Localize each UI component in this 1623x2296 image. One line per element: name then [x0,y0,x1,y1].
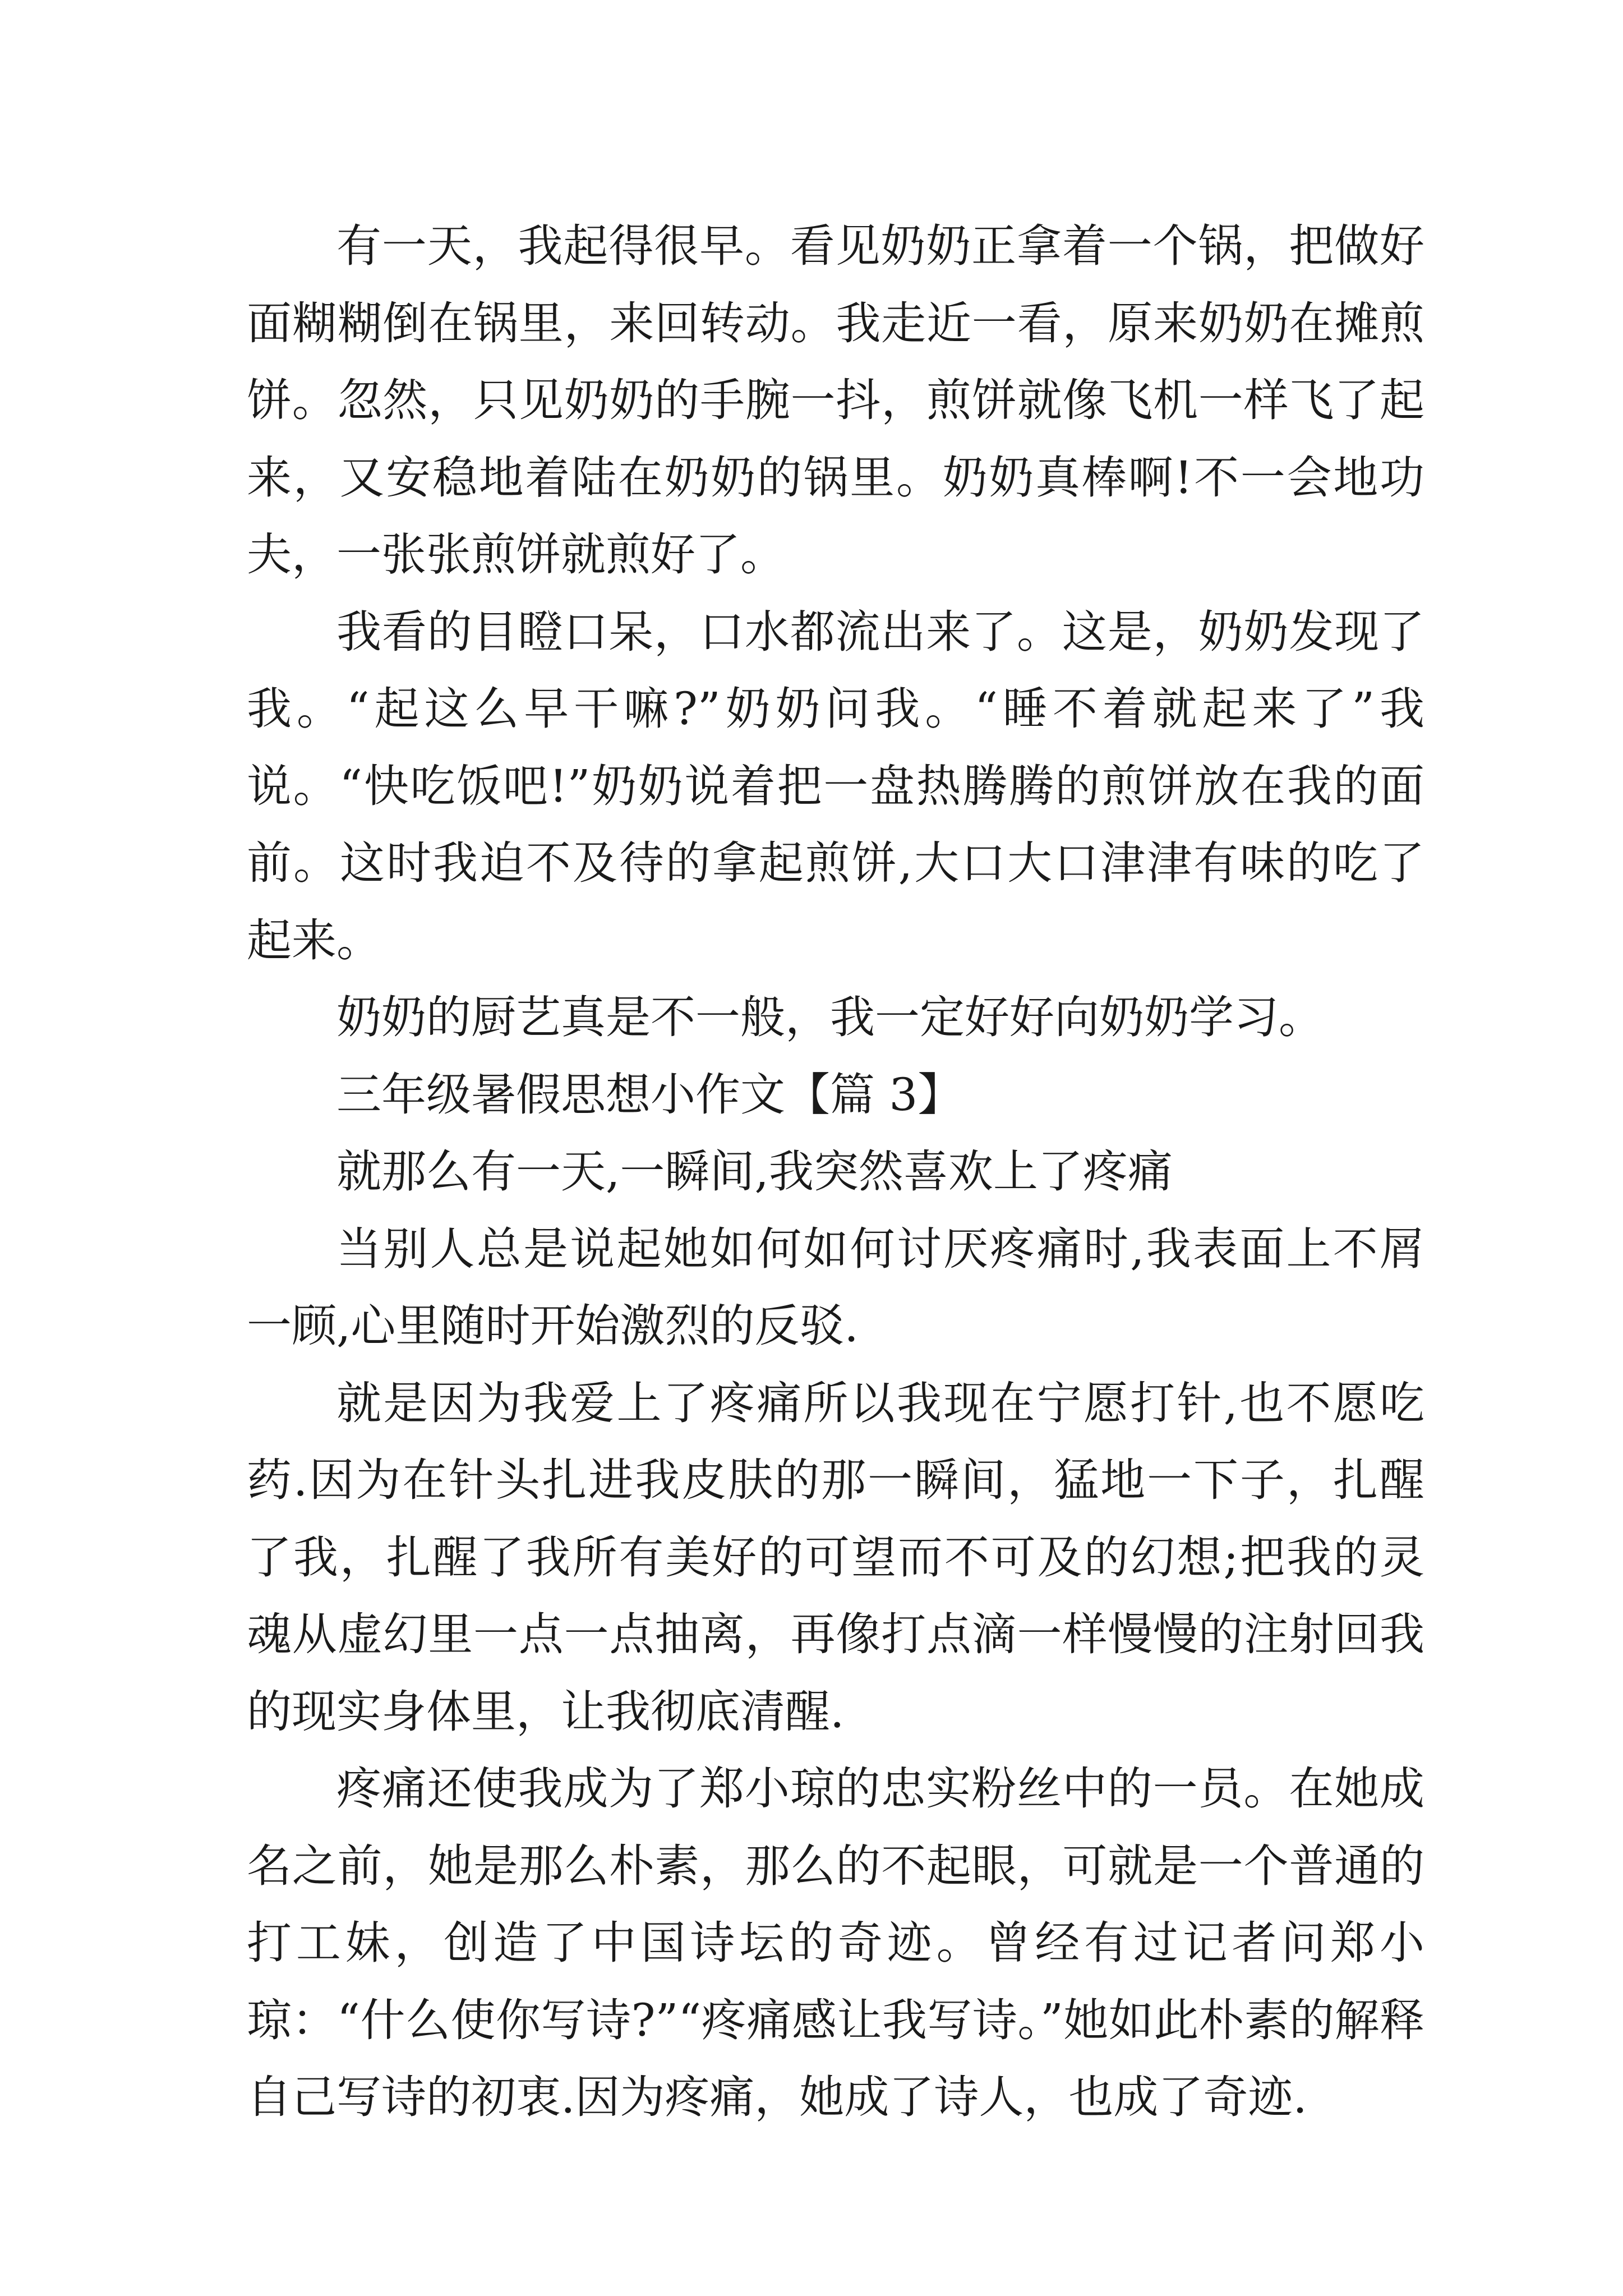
paragraph-pancake-story: 有一天，我起得很早。看见奶奶正拿着一个锅，把做好面糊糊倒在锅里，来回转动。我走近一看，原来奶奶在摊煎饼。忽然，只见奶奶的手腕一抖，煎饼就像飞机一样飞了起来，又安稳地着陆在奶奶的锅里。奶奶真棒啊!不一会地功夫，一张张煎饼就煎好了。 [247,220,1424,581]
paragraph-breakfast: 我看的目瞪口呆，口水都流出来了。这是，奶奶发现了我。“起这么早干嘛?”奶奶问我。“睡不着就起来了”我说。“快吃饭吧!”奶奶说着把一盘热腾腾的煎饼放在我的面前。这时我迫不及待的拿起煎饼,大口大口津津有味的吃了起来。 [247,605,1424,967]
paragraph-learn-cooking: 奶奶的厨艺真是不一般，我一定好好向奶奶学习。 [336,991,1324,1043]
paragraph-zheng-xiaoqiong: 疼痛还使我成为了郑小琼的忠实粉丝中的一员。在她成名之前，她是那么朴素，那么的不起眼，可就是一个普通的打工妹，创造了中国诗坛的奇迹。曾经有过记者问郑小琼：“什么使你写诗?”“疼痛感让我写诗。”她如此朴素的解释自己写诗的初衷.因为疼痛，她成了诗人，也成了奇迹. [247,1763,1424,2123]
paragraph-others-hate-pain: 当别人总是说起她如何如何讨厌疼痛时,我表面上不屑一顾,心里随时开始激烈的反驳. [247,1222,1424,1352]
section-heading: 三年级暑假思想小作文【篇 3】 [336,1068,963,1121]
essay-title: 就那么有一天,一瞬间,我突然喜欢上了疼痛 [336,1145,1173,1198]
body-text [247,208,1424,2136]
paragraph-injection: 就是因为我爱上了疼痛所以我现在宁愿打针,也不愿吃药.因为在针头扎进我皮肤的那一瞬间，猛地一下子，扎醒了我，扎醒了我所有美好的可望而不可及的幻想;把我的灵魂从虚幻里一点一点抽离，再像打点滴一样慢慢的注射回我的现实身体里，让我彻底清醒. [247,1377,1424,1738]
